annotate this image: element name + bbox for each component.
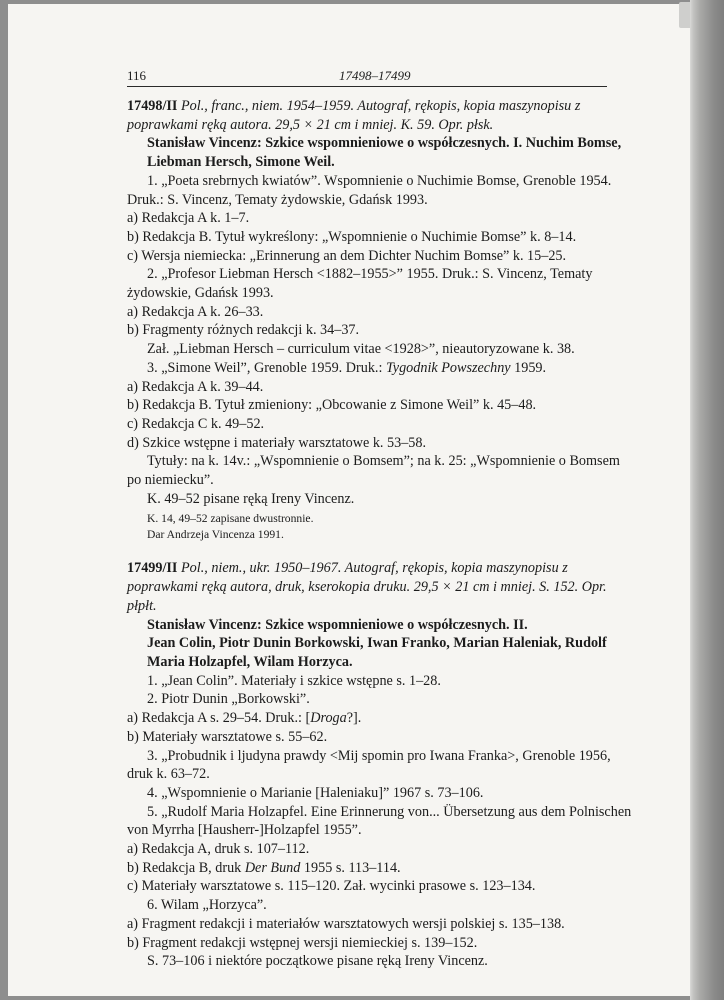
entry-17498-description (127, 97, 637, 134)
item-5c: c) Materiały warsztatowe s. 115–120. Zał. wycinki prasowe s. 123–134. (127, 878, 536, 895)
item-6: 6. Wilam „Horzyca”. (147, 897, 267, 914)
item-1a: a) Redakcja A k. 1–7. (127, 210, 250, 227)
item-4: 4. „Wspomnienie o Marianie [Haleniaku]” 1967 s. 73–106. (147, 784, 484, 801)
item-6-handwriting-note: S. 73–106 i niektóre początkowe pisane ręką Ireny Vincenz. (147, 953, 488, 970)
item-2: 2. Piotr Dunin „Borkowski”. (147, 691, 310, 708)
item-2a: a) Redakcja A k. 26–33. (127, 303, 264, 320)
item-6b: b) Fragment redakcji wstępnej wersji niemieckiej s. 139–152. (127, 934, 478, 951)
item-5b-text: b) Redakcja B, druk (127, 859, 245, 876)
item-5: 5. „Rudolf Maria Holzapfel. Eine Erinnerung von... Übersetzung aus dem Polnischen von Myrrha [Hausherr-]Holzapfel 1955”. (127, 803, 632, 839)
item-1: 1. „Poeta srebrnych kwiatów”. Wspomnienie o Nuchimie Bomse, Grenoble 1954. Druk.: S. Vincenz, Tematy żydowskie, Gdańsk 1993. (127, 172, 612, 208)
item-2: 2. „Profesor Liebman Hersch <1882–1955>” 1955. Druk.: S. Vincenz, Tematy żydowskie, Gdańsk 1993. (127, 266, 593, 302)
journal-title: Der Bund (244, 859, 301, 876)
entry-number: 17499/II (127, 560, 178, 577)
item-3 (127, 359, 637, 378)
entry-17499-title-line-2: Jean Colin, Piotr Dunin Borkowski, Iwan Franko, Marian Haleniak, Rudolf Maria Holzapfel, Wilam Horzyca. (147, 635, 607, 670)
item-1c: c) Wersja niemiecka: „Erinnerung an dem Dichter Nuchim Bomse” k. 15–25. (127, 247, 567, 264)
item-1b: b) Redakcja B. Tytuł wykreślony: „Wspomnienie o Nuchimie Bomse” k. 8–14. (127, 228, 577, 245)
item-5a: a) Redakcja A, druk s. 107–112. (127, 841, 310, 858)
item-3-year: 1959. (510, 359, 547, 376)
entry-number: 17498/II (127, 98, 178, 114)
entry-17499-title-line-1: Stanisław Vincenz: Szkice wspomnieniowe o współczesnych. II. (147, 616, 528, 633)
catalog-content (127, 97, 637, 971)
entry-17499-description (127, 559, 637, 615)
running-head: 17498–17499 (339, 68, 411, 83)
entry-17498-title: Stanisław Vincenz: Szkice wspomnieniowe o współczesnych. I. Nuchim Bomse, Liebman Hersch, Simone Weil. (147, 135, 622, 171)
entry-17498-note: K. 14, 49–52 zapisane dwustronnie. (147, 512, 314, 526)
item-2a (127, 709, 637, 728)
page-number: 116 (127, 68, 147, 83)
item-2a-end: ?]. (346, 710, 362, 727)
journal-title: Droga (310, 710, 347, 727)
item-3-text: 3. „Simone Weil”, Grenoble 1959. Druk.: (147, 359, 386, 376)
item-1: 1. „Jean Colin”. Materiały i szkice wstępne s. 1–28. (147, 672, 441, 689)
entry-description: Pol., franc., niem. 1954–1959. Autograf, rękopis, kopia maszynopisu z poprawkami ręką autora. 29,5 × 21 cm i mniej. K. 59. Opr. płsk. (127, 98, 581, 133)
journal-title: Tygodnik Powszechny (385, 359, 511, 376)
page-header (127, 64, 607, 87)
book-edge (690, 0, 724, 1000)
entry-description: Pol., niem., ukr. 1950–1967. Autograf, rękopis, kopia maszynopisu z poprawkami ręką autora, druk, kserokopia druku. 29,5 × 21 cm i mniej. S. 152. Opr. płpłt. (127, 560, 607, 614)
item-3-titles: Tytuły: na k. 14v.: „Wspomnienie o Bomsem”; na k. 25: „Wspomnienie o Bomsem po niemiecku”. (127, 453, 620, 489)
item-5b-end: 1955 s. 113–114. (300, 859, 401, 876)
item-3-handwriting-note: K. 49–52 pisane ręką Ireny Vincenz. (147, 490, 355, 507)
item-2b: b) Materiały warsztatowe s. 55–62. (127, 728, 328, 745)
item-3c: c) Redakcja C k. 49–52. (127, 415, 265, 432)
item-3b: b) Redakcja B. Tytuł zmieniony: „Obcowanie z Simone Weil” k. 45–48. (127, 397, 537, 414)
item-5b (127, 859, 637, 878)
item-2-attachment: Zał. „Liebman Hersch – curriculum vitae <1928>”, nieautoryzowane k. 38. (147, 341, 575, 358)
item-2b: b) Fragmenty różnych redakcji k. 34–37. (127, 322, 360, 339)
item-2a-text: a) Redakcja A s. 29–54. Druk.: [ (127, 710, 311, 727)
item-6a: a) Fragment redakcji i materiałów warsztatowych wersji polskiej s. 135–138. (127, 915, 565, 932)
entry-17498-donation: Dar Andrzeja Vincenza 1991. (147, 527, 284, 541)
item-3: 3. „Probudnik i ljudyna prawdy <Mij spomin pro Iwana Franka>, Grenoble 1956, druk k. 63–72. (127, 747, 611, 783)
item-3a: a) Redakcja A k. 39–44. (127, 378, 264, 395)
item-3d: d) Szkice wstępne i materiały warsztatowe k. 53–58. (127, 434, 427, 451)
